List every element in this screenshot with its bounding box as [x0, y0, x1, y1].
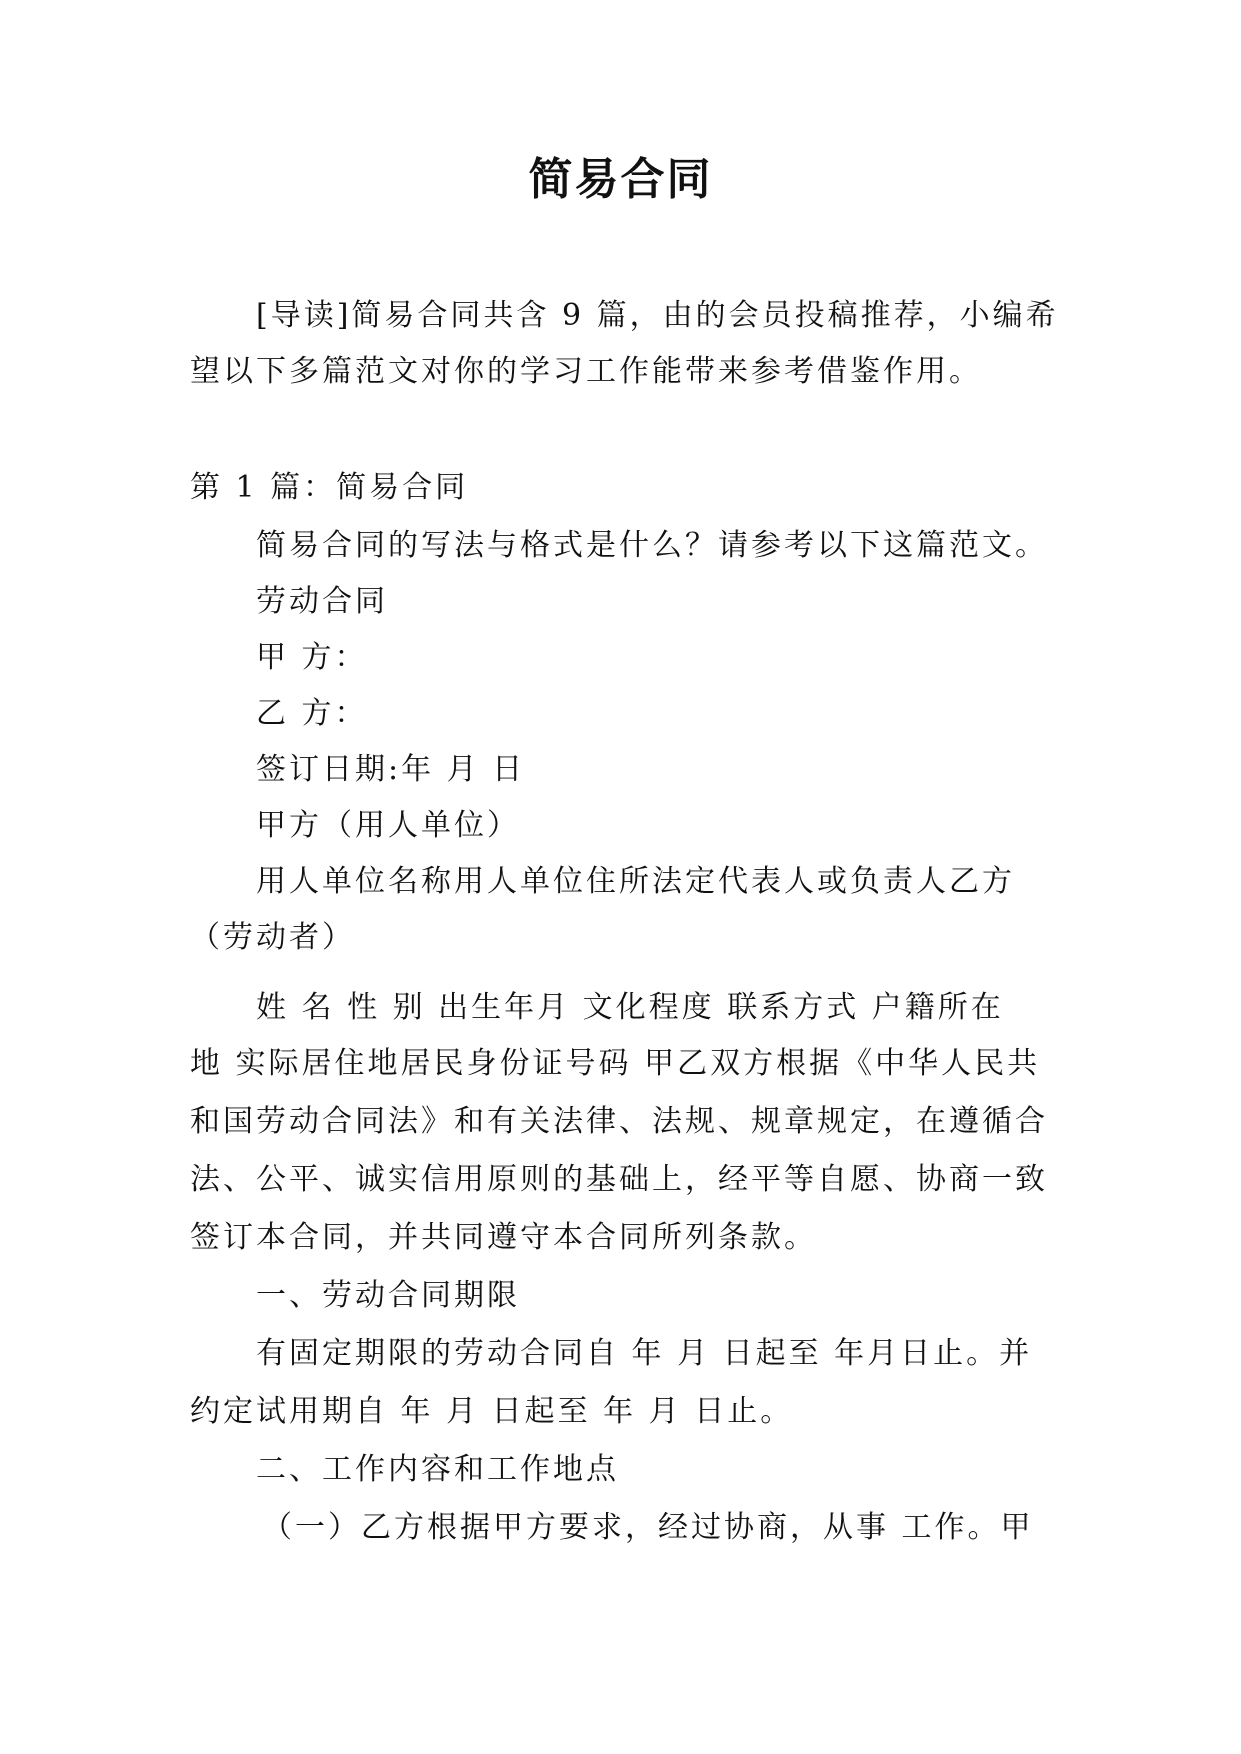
body-line: （一）乙方根据甲方要求，经过协商，从事 工作。甲 — [262, 1510, 1034, 1545]
body-line: 简易合同的写法与格式是什么？请参考以下这篇范文。 — [256, 528, 1048, 563]
body-line: 甲方（用人单位） — [256, 808, 520, 843]
body-line: 法、公平、诚实信用原则的基础上，经平等自愿、协商一致 — [190, 1162, 1048, 1197]
body-line: 一、劳动合同期限 — [256, 1278, 520, 1313]
document-title: 简易合同 — [528, 154, 713, 205]
body-line: 签订日期:年 月 日 — [256, 752, 526, 787]
intro-line-1: [导读]简易合同共含 9 篇，由的会员投稿推荐，小编希 — [256, 298, 1059, 333]
body-line: 约定试用期自 年 月 日起至 年 月 日止。 — [190, 1394, 794, 1429]
body-line: 签订本合同，并共同遵守本合同所列条款。 — [190, 1220, 817, 1255]
body-line: 姓 名 性 别 出生年月 文化程度 联系方式 户籍所在 — [256, 990, 1004, 1025]
body-line: 和国劳动合同法》和有关法律、法规、规章规定，在遵循合 — [190, 1104, 1048, 1139]
body-line: 用人单位名称用人单位住所法定代表人或负责人乙方 — [256, 864, 1015, 899]
body-line: 乙 方： — [256, 696, 368, 731]
body-line: 有固定期限的劳动合同自 年 月 日起至 年月日止。并 — [256, 1336, 1033, 1371]
body-line: 劳动合同 — [256, 584, 388, 619]
body-line: 甲 方： — [256, 640, 368, 675]
body-line: 地 实际居住地居民身份证号码 甲乙双方根据《中华人民共 — [190, 1046, 1041, 1081]
intro-line-2: 望以下多篇范文对你的学习工作能带来参考借鉴作用。 — [190, 354, 982, 389]
body-line: 二、工作内容和工作地点 — [256, 1452, 619, 1487]
section-heading: 第 1 篇：简易合同 — [190, 470, 469, 505]
body-line: （劳动者） — [190, 920, 355, 955]
